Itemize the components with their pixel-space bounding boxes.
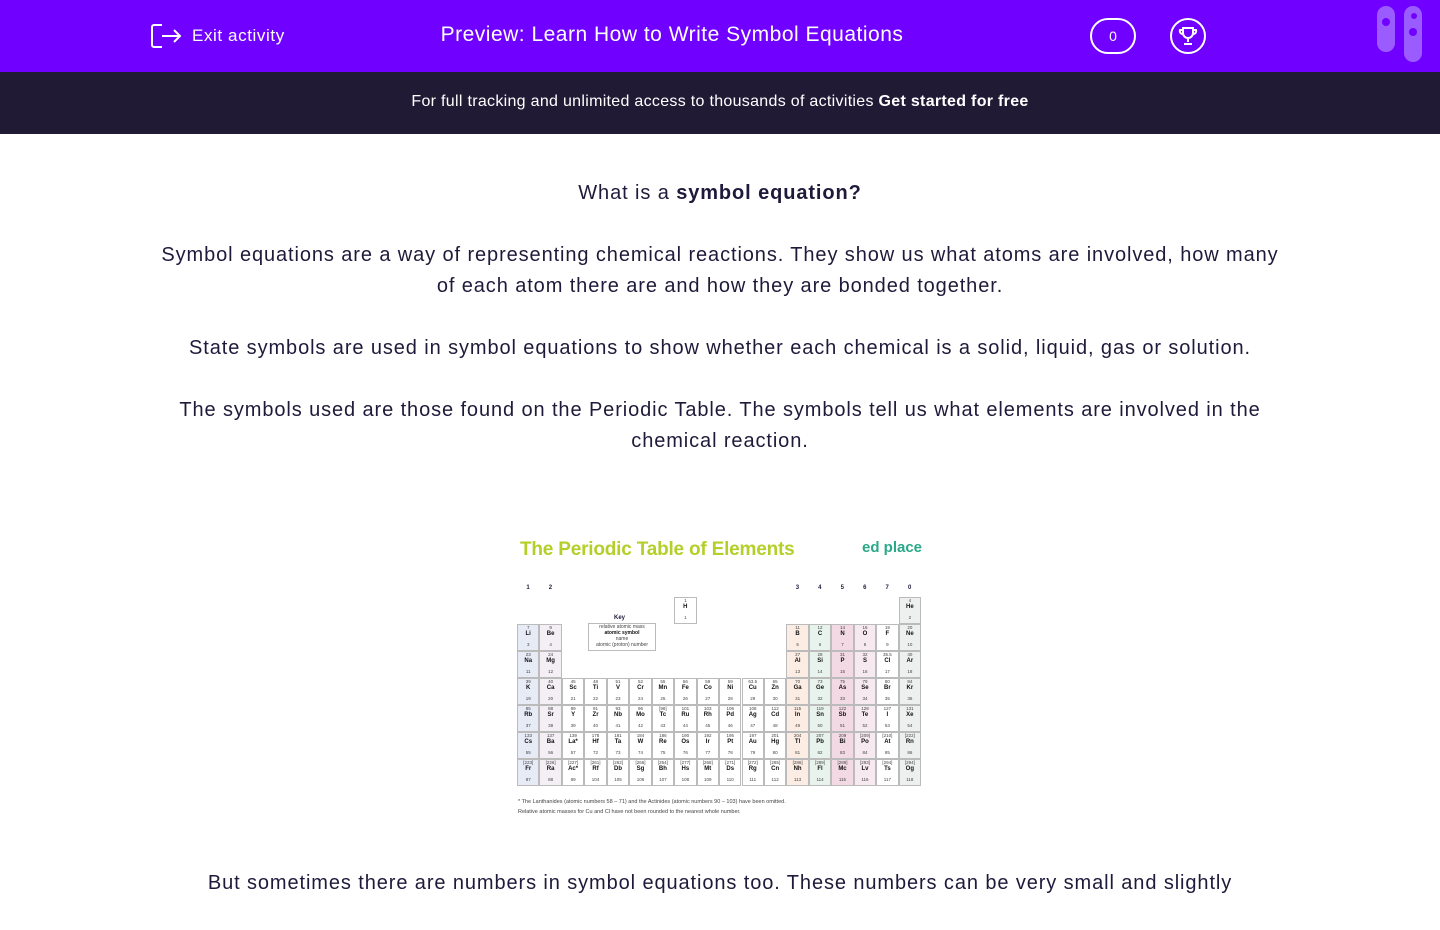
element-cell: 112 Cd 48 bbox=[764, 705, 786, 732]
element-cell: 195 Pt 78 bbox=[719, 732, 741, 759]
element-cell: 59 Ni 28 bbox=[719, 678, 741, 705]
element-cell: 137 Ba 56 bbox=[539, 732, 561, 759]
element-cell: 73 Ge 32 bbox=[809, 678, 831, 705]
element-cell: 178 Hf 72 bbox=[584, 732, 606, 759]
top-bar bbox=[0, 0, 1440, 72]
element-cell: 209 Bi 83 bbox=[831, 732, 853, 759]
element-cell: 119 Sn 50 bbox=[809, 705, 831, 732]
element-cell: 197 Au 79 bbox=[742, 732, 764, 759]
element-cell: 70 Ga 31 bbox=[786, 678, 808, 705]
element-cell: 85 Rb 37 bbox=[517, 705, 539, 732]
element-cell: 63.5 Cu 29 bbox=[742, 678, 764, 705]
paragraph-1: Symbol equations are a way of representing chemical reactions. They show us what atoms are involved, how many of each atom there are and how they are bonded together. bbox=[161, 244, 1279, 297]
element-cell: [227] Ac* 89 bbox=[562, 759, 584, 786]
element-cell: 39 K 19 bbox=[517, 678, 539, 705]
question-bold: symbol equation? bbox=[676, 182, 862, 204]
element-cell: 184 W 74 bbox=[629, 732, 651, 759]
element-cell: [210] At 85 bbox=[876, 732, 898, 759]
test-tubes-icon bbox=[1376, 6, 1426, 64]
paragraph-3: The symbols used are those found on the Periodic Table. The symbols tell us what elements are involved in the chemical reaction. bbox=[179, 399, 1261, 452]
element-cell: 122 Sb 51 bbox=[831, 705, 853, 732]
element-cell: 127 I 53 bbox=[876, 705, 898, 732]
group-label: 5 bbox=[840, 585, 844, 591]
element-cell: 133 Cs 55 bbox=[517, 732, 539, 759]
footnote-1: * The Lanthanides (atomic numbers 58 – 71) and the Actinides (atomic numbers 90 – 103) have been omitted. bbox=[518, 799, 786, 805]
element-cell: [277] Hs 108 bbox=[674, 759, 696, 786]
element-cell: 4 He 2 bbox=[899, 597, 921, 624]
element-cell: 84 Kr 36 bbox=[899, 678, 921, 705]
element-cell: 181 Ta 73 bbox=[607, 732, 629, 759]
element-cell: 20 Ne 10 bbox=[899, 624, 921, 651]
element-cell: 65 Zn 30 bbox=[764, 678, 786, 705]
element-cell: 7 Li 3 bbox=[517, 624, 539, 651]
element-cell: 23 Na 11 bbox=[517, 651, 539, 678]
trophy-button[interactable] bbox=[1170, 18, 1206, 54]
element-cell: 56 Fe 26 bbox=[674, 678, 696, 705]
element-cell: [209] Po 84 bbox=[854, 732, 876, 759]
element-cell: 24 Mg 12 bbox=[539, 651, 561, 678]
element-cell: 52 Cr 24 bbox=[629, 678, 651, 705]
element-cell: 19 F 9 bbox=[876, 624, 898, 651]
element-cell: 93 Nb 41 bbox=[607, 705, 629, 732]
element-cell: [286] Nh 113 bbox=[786, 759, 808, 786]
group-label: 3 bbox=[795, 585, 800, 591]
element-cell: 14 N 7 bbox=[831, 624, 853, 651]
key-symbol: atomic symbol bbox=[604, 630, 640, 636]
group-label: 6 bbox=[863, 585, 867, 591]
element-cell: 139 La* 57 bbox=[562, 732, 584, 759]
element-cell: 207 Pb 82 bbox=[809, 732, 831, 759]
element-cell: 89 Y 39 bbox=[562, 705, 584, 732]
element-cell: 103 Rh 45 bbox=[697, 705, 719, 732]
element-cell: [289] Fl 114 bbox=[809, 759, 831, 786]
element-cell: 51 V 23 bbox=[607, 678, 629, 705]
edplace-logo: ed place bbox=[862, 539, 923, 556]
group-label: 4 bbox=[818, 585, 822, 591]
element-cell: 128 Te 52 bbox=[854, 705, 876, 732]
element-cell: 96 Mo 42 bbox=[629, 705, 651, 732]
element-cell: [264] Bh 107 bbox=[652, 759, 674, 786]
group-label: 0 bbox=[907, 585, 912, 591]
element-cell: [222] Rn 86 bbox=[899, 732, 921, 759]
element-cell: 186 Re 75 bbox=[652, 732, 674, 759]
element-cell: [261] Rf 104 bbox=[584, 759, 606, 786]
element-cell: [289] Mc 115 bbox=[831, 759, 853, 786]
trophy-icon bbox=[1178, 26, 1198, 46]
element-cell: 12 C 6 bbox=[809, 624, 831, 651]
element-cell: 48 Ti 22 bbox=[584, 678, 606, 705]
key-mass: relative atomic mass bbox=[599, 624, 645, 630]
element-cell: 40 Ar 18 bbox=[899, 651, 921, 678]
element-cell: 16 O 8 bbox=[854, 624, 876, 651]
element-cell: [262] Db 105 bbox=[607, 759, 629, 786]
element-cell: 108 Ag 47 bbox=[742, 705, 764, 732]
element-cell: [98] Tc 43 bbox=[652, 705, 674, 732]
periodic-table-title: The Periodic Table of Elements bbox=[520, 539, 795, 560]
element-cell: 59 Co 27 bbox=[697, 678, 719, 705]
footnote-2: Relative atomic masses for Cu and Cl have not been rounded to the nearest whole number. bbox=[518, 809, 741, 815]
element-cell: [223] Fr 87 bbox=[517, 759, 539, 786]
element-cell: 32 S 16 bbox=[854, 651, 876, 678]
element-cell: [268] Mt 109 bbox=[697, 759, 719, 786]
element-cell: 190 Os 76 bbox=[674, 732, 696, 759]
element-cell: 88 Sr 38 bbox=[539, 705, 561, 732]
question-heading bbox=[150, 178, 1290, 209]
element-cell: [293] Lv 116 bbox=[854, 759, 876, 786]
group-label: 7 bbox=[885, 585, 889, 591]
paragraph-4: But sometimes there are numbers in symbol equations too. These numbers can be very small and slightly bbox=[207, 872, 1233, 894]
element-cell: 79 Se 34 bbox=[854, 678, 876, 705]
element-cell: 28 Si 14 bbox=[809, 651, 831, 678]
footnote bbox=[518, 797, 786, 817]
key-box bbox=[588, 623, 656, 651]
element-cell: 91 Zr 40 bbox=[584, 705, 606, 732]
element-cell: [285] Cn 112 bbox=[764, 759, 786, 786]
question-prefix: What is a bbox=[578, 182, 677, 204]
element-cell: [294] Og 118 bbox=[899, 759, 921, 786]
lesson-content bbox=[150, 178, 1290, 488]
get-started-link[interactable]: Get started for free bbox=[878, 93, 1029, 110]
element-cell: 192 Ir 77 bbox=[697, 732, 719, 759]
element-cell: 27 Al 13 bbox=[786, 651, 808, 678]
element-cell: 1 H 1 bbox=[674, 597, 696, 624]
element-cell: [294] Ts 117 bbox=[876, 759, 898, 786]
element-cell: 101 Ru 44 bbox=[674, 705, 696, 732]
score-badge: 0 bbox=[1090, 18, 1136, 54]
element-cell: 40 Ca 20 bbox=[539, 678, 561, 705]
exit-label: Exit activity bbox=[192, 26, 285, 45]
element-cell: [266] Sg 106 bbox=[629, 759, 651, 786]
element-cell: [226] Ra 88 bbox=[539, 759, 561, 786]
element-cell: [271] Ds 110 bbox=[719, 759, 741, 786]
element-cell: 9 Be 4 bbox=[539, 624, 561, 651]
key-number: atomic (proton) number bbox=[596, 642, 648, 648]
element-cell: 115 In 49 bbox=[786, 705, 808, 732]
element-cell: 204 Tl 81 bbox=[786, 732, 808, 759]
paragraph-2: State symbols are used in symbol equations to show whether each chemical is a solid, liquid, gas or solution. bbox=[189, 337, 1251, 359]
element-cell: 31 P 15 bbox=[831, 651, 853, 678]
element-cell: 201 Hg 80 bbox=[764, 732, 786, 759]
element-cell: 35.5 Cl 17 bbox=[876, 651, 898, 678]
group-label: 1 bbox=[526, 585, 530, 591]
group-label: 2 bbox=[548, 585, 553, 591]
periodic-table-image bbox=[510, 535, 930, 825]
element-cell: 75 As 33 bbox=[831, 678, 853, 705]
key-title: Key bbox=[614, 615, 626, 621]
element-cell: 80 Br 35 bbox=[876, 678, 898, 705]
element-cell: 45 Sc 21 bbox=[562, 678, 584, 705]
key-name: name bbox=[615, 636, 629, 642]
element-cell: 131 Xe 54 bbox=[899, 705, 921, 732]
element-cell: 55 Mn 25 bbox=[652, 678, 674, 705]
element-cell: [272] Rg 111 bbox=[742, 759, 764, 786]
banner-text: For full tracking and unlimited access to thousands of activities bbox=[411, 93, 879, 110]
signup-banner bbox=[0, 72, 1440, 134]
page-title: Preview: Learn How to Write Symbol Equations bbox=[440, 23, 904, 46]
lesson-content-continued bbox=[150, 868, 1290, 930]
element-cell: 11 B 5 bbox=[786, 624, 808, 651]
element-cell: 106 Pd 46 bbox=[719, 705, 741, 732]
